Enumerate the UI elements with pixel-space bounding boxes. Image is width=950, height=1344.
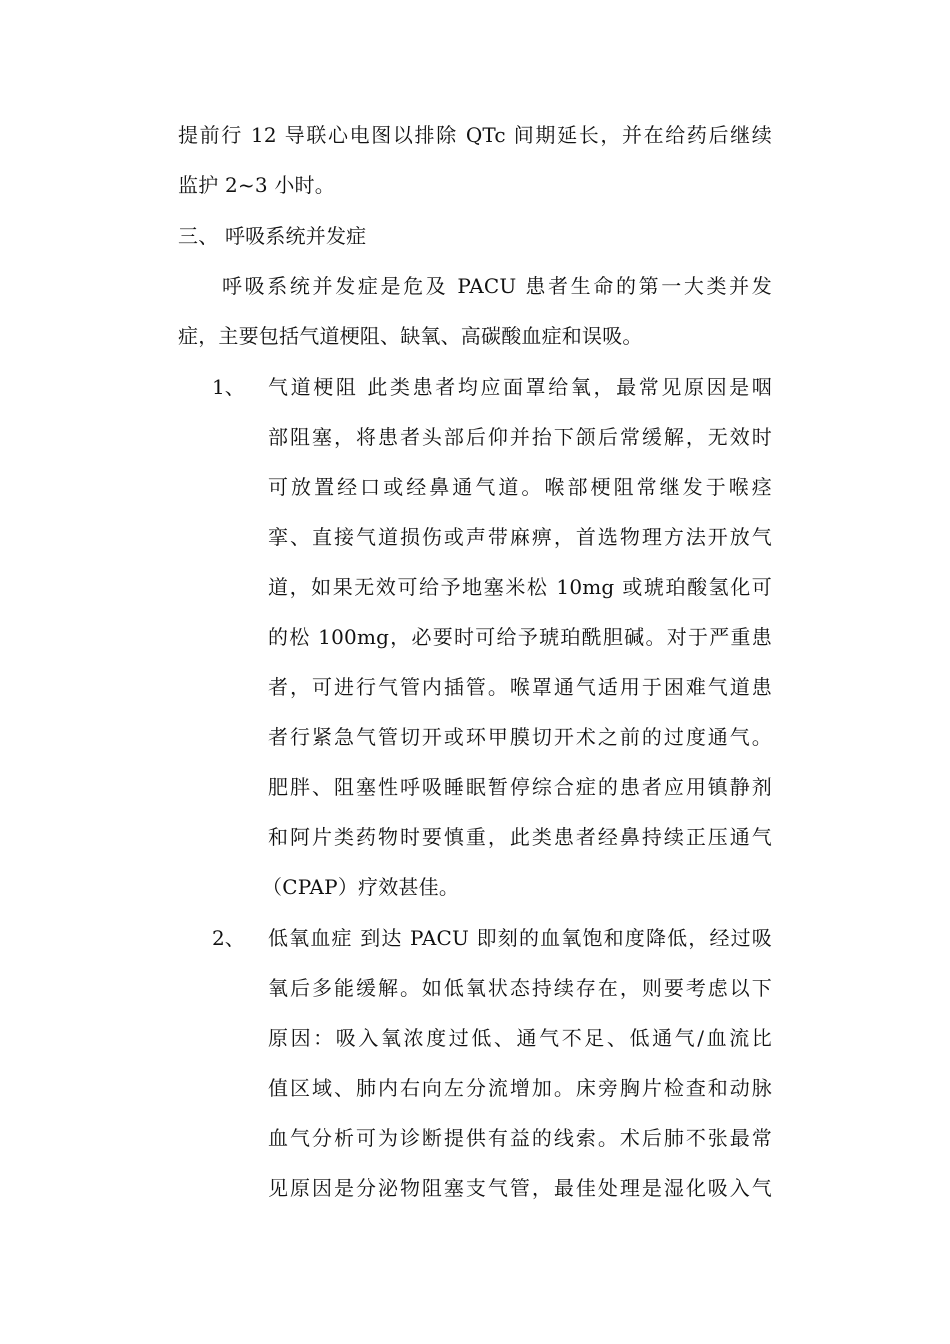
list-item-line: 者行紧急气管切开或环甲膜切开术之前的过度通气。 (268, 725, 772, 749)
paragraph-line: 监护 2~3 小时。 (178, 173, 335, 197)
list-item-line: 者，可进行气管内插管。喉罩通气适用于困难气道患 (268, 675, 772, 699)
list-item-line: 部阻塞，将患者头部后仰并抬下颌后常缓解，无效时 (268, 425, 772, 449)
list-item-line: 道，如果无效可给予地塞米松 10mg 或琥珀酸氢化可 (268, 575, 772, 599)
list-item-line: 和阿片类药物时要慎重，此类患者经鼻持续正压通气 (268, 825, 772, 849)
list-item-line: 血气分析可为诊断提供有益的线索。术后肺不张最常 (268, 1126, 772, 1150)
section-heading: 三、 呼吸系统并发症 (178, 224, 367, 248)
list-item-line: 值区域、肺内右向左分流增加。床旁胸片检查和动脉 (268, 1076, 772, 1100)
paragraph-line: 呼吸系统并发症是危及 PACU 患者生命的第一大类并发 (222, 274, 772, 298)
list-item-line: 挛、直接气道损伤或声带麻痹，首选物理方法开放气 (268, 525, 772, 549)
list-item-marker: 2、 (212, 926, 245, 950)
list-item-line: 的松 100mg，必要时可给予琥珀酰胆碱。对于严重患 (268, 625, 772, 649)
list-item-line: 可放置经口或经鼻通气道。喉部梗阻常继发于喉痉 (268, 475, 772, 499)
paragraph-line: 症，主要包括气道梗阻、缺氧、高碳酸血症和误吸。 (178, 324, 643, 348)
paragraph-line: 提前行 12 导联心电图以排除 QTc 间期延长，并在给药后继续 (178, 123, 772, 147)
list-item-line: 原因：吸入氧浓度过低、通气不足、低通气/血流比 (268, 1026, 772, 1050)
list-item-marker: 1、 (212, 375, 245, 399)
list-item-line: 低氧血症 到达 PACU 即刻的血氧饱和度降低，经过吸 (268, 926, 772, 950)
list-item-line: 气道梗阻 此类患者均应面罩给氧，最常见原因是咽 (268, 375, 772, 399)
list-item-line: 见原因是分泌物阻塞支气管，最佳处理是湿化吸入气 (268, 1176, 772, 1200)
list-item-line: （CPAP）疗效甚佳。 (262, 875, 460, 899)
list-item-line: 肥胖、阻塞性呼吸睡眠暂停综合症的患者应用镇静剂 (268, 775, 772, 799)
list-item-line: 氧后多能缓解。如低氧状态持续存在，则要考虑以下 (268, 976, 772, 1000)
